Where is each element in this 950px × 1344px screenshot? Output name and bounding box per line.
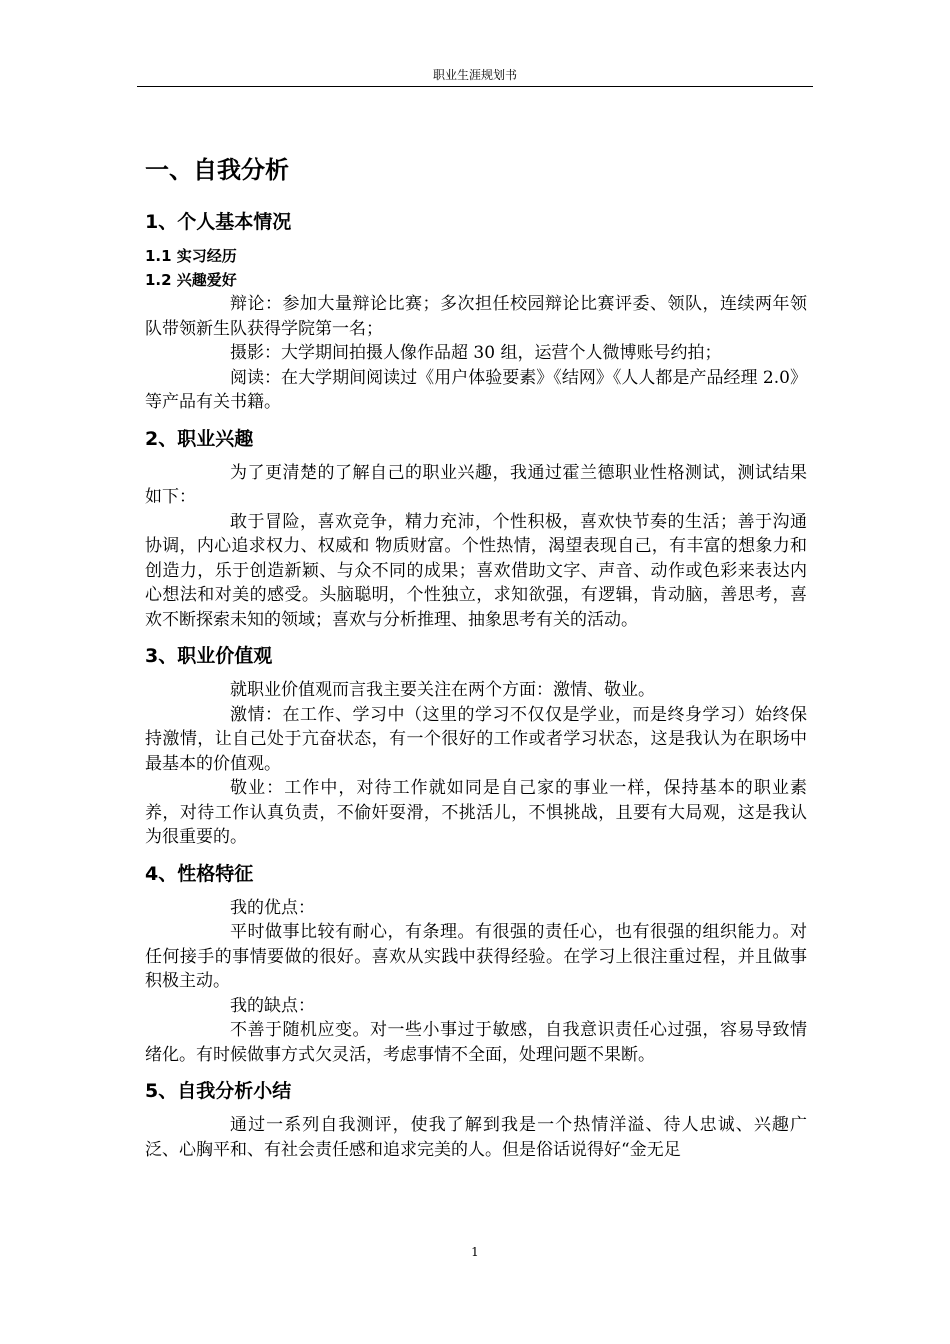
subsection-title-personality: 4、性格特征: [145, 862, 254, 885]
subsection-title-hobbies: 1.2 兴趣爱好: [145, 271, 237, 289]
paragraph-passion: 激情：在工作、学习中（这里的学习不仅仅是学业，而是终身学习）始终保持激情，让自己处于亢奋状态，有一个很好的工作或者学习状态，这是我认为在职场中最基本的价值观。: [145, 704, 807, 774]
paragraph-test-result: 敢于冒险，喜欢竞争，精力充沛，个性积极，喜欢快节奏的生活；善于沟通协调，内心追求权力、权威和 物质财富。个性热情，渴望表现自己，有丰富的想象力和创造力，乐于创造新颖、与众不同的成果；喜欢借助文字、声音、动作或色彩来表达内心想法和对美的感受。头脑聪明，个性独立，求知欲强，有逻辑，肯动脑，善思考，喜欢不断探索未知的领域；喜欢与分析推理、抽象思考有关的活动。: [145, 511, 807, 630]
page-number: 1: [471, 1245, 479, 1259]
paragraph-holland-test: 为了更清楚的了解自己的职业兴趣，我通过霍兰德职业性格测试，测试结果如下：: [145, 462, 807, 507]
document-body: [145, 148, 807, 1162]
subsection-title-summary: 5、自我分析小结: [145, 1080, 292, 1102]
paragraph-reading: 阅读：在大学期间阅读过《用户体验要素》《结网》《人人都是产品经理 2.0》等产品有关书籍。: [145, 367, 807, 412]
paragraph-values-intro: 就职业价值观而言我主要关注在两个方面：激情、敬业。: [230, 680, 655, 700]
running-header: 职业生涯规划书: [432, 68, 517, 82]
header-divider: [137, 86, 813, 87]
paragraph-dedication: 敬业：工作中，对待工作就如同是自己家的事业一样，保持基本的职业素养，对待工作认真负责，不偷奸耍滑，不挑活儿，不惧挑战，且要有大局观，这是我认为很重要的。: [145, 778, 807, 847]
paragraph-weaknesses-label: 我的缺点：: [230, 995, 315, 1016]
subsection-title-basic-info: 1、个人基本情况: [145, 211, 292, 233]
subsection-title-career-interest: 2、职业兴趣: [145, 427, 254, 450]
paragraph-strengths-label: 我的优点：: [230, 897, 315, 918]
section-title-self-analysis: 一、自我分析: [145, 156, 289, 184]
paragraph-debate: 辩论：参加大量辩论比赛；多次担任校园辩论比赛评委、领队，连续两年领队带领新生队获得学院第一名；: [145, 294, 807, 339]
paragraph-strengths: 平时做事比较有耐心，有条理。有很强的责任心，也有很强的组织能力。对任何接手的事情要做的很好。喜欢从实践中获得经验。在学习上很注重过程，并且做事积极主动。: [145, 922, 807, 991]
subsection-title-internship: 1.1 实习经历: [145, 247, 237, 265]
paragraph-photography: 摄影：大学期间拍摄人像作品超 30 组，运营个人微博账号约拍；: [230, 343, 722, 363]
paragraph-weaknesses: 不善于随机应变。对一些小事过于敏感，自我意识责任心过强，容易导致情绪化。有时候做事方式欠灵活，考虑事情不全面，处理问题不果断。: [145, 1020, 807, 1065]
paragraph-summary: 通过一系列自我测评，使我了解到我是一个热情洋溢、待人忠诚、兴趣广泛、心胸平和、有社会责任感和追求完美的人。但是俗话说得好“金无足: [145, 1115, 807, 1160]
subsection-title-career-values: 3、职业价值观: [145, 645, 273, 667]
